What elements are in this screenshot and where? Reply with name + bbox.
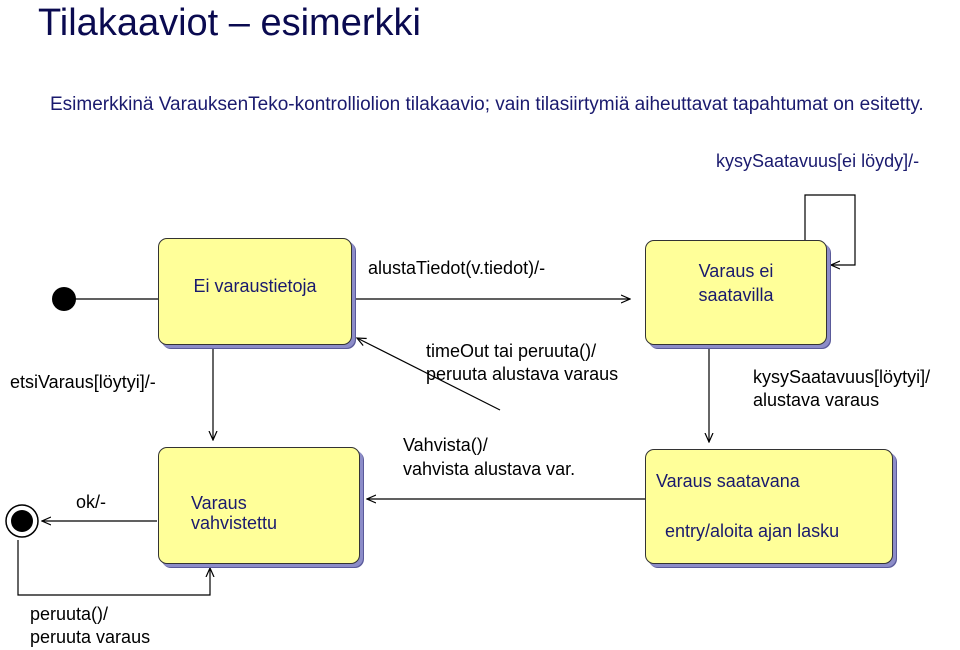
label-timeout-line2: peruuta alustava varaus [426, 364, 619, 384]
label-vahvista-line1: Vahvista()/ [403, 435, 488, 455]
label-self-loop: kysySaatavuus[ei löydy]/- [716, 151, 920, 171]
label-kysy-loytyi-line1: kysySaatavuus[löytyi]/ [753, 367, 931, 387]
state-ei-saatavilla-line1: Varaus ei [698, 261, 774, 281]
page-title: Tilakaaviot – esimerkki [38, 2, 421, 44]
label-etsivaraus: etsiVaraus[löytyi]/- [10, 372, 156, 392]
state-varaus-vahvistettu [158, 447, 360, 564]
label-ok: ok/- [76, 492, 107, 512]
state-saatavana-entry: entry/aloita ajan lasku [665, 521, 840, 541]
state-ei-saatavilla-line2: saatavilla [698, 285, 774, 305]
initial-node [52, 287, 76, 311]
state-vahvistettu-line2: vahvistettu [191, 513, 278, 533]
state-ei-varaustietoja [158, 238, 352, 345]
final-node-dot [11, 510, 33, 532]
state-varaus-saatavana [645, 449, 893, 564]
label-timeout-line1: timeOut tai peruuta()/ [426, 341, 597, 361]
state-saatavana-name: Varaus saatavana [656, 471, 800, 491]
intro-text: Esimerkkinä VarauksenTeko-kontrolliolion tilakaavio; vain tilasiirtymiä aiheuttavat tapahtumat on esitetty. [50, 94, 924, 115]
state-ei-varaustietoja-label: Ei varaustietoja [193, 276, 317, 296]
label-alustatiedot: alustaTiedot(v.tiedot)/- [368, 258, 546, 278]
label-kysy-loytyi-line2: alustava varaus [753, 390, 880, 410]
label-peruuta-line2: peruuta varaus [30, 627, 151, 647]
state-vahvistettu-line1: Varaus [191, 493, 247, 513]
state-varaus-ei-saatavilla [645, 240, 827, 345]
label-peruuta-line1: peruuta()/ [30, 604, 109, 624]
label-vahvista-line2: vahvista alustava var. [403, 459, 576, 479]
